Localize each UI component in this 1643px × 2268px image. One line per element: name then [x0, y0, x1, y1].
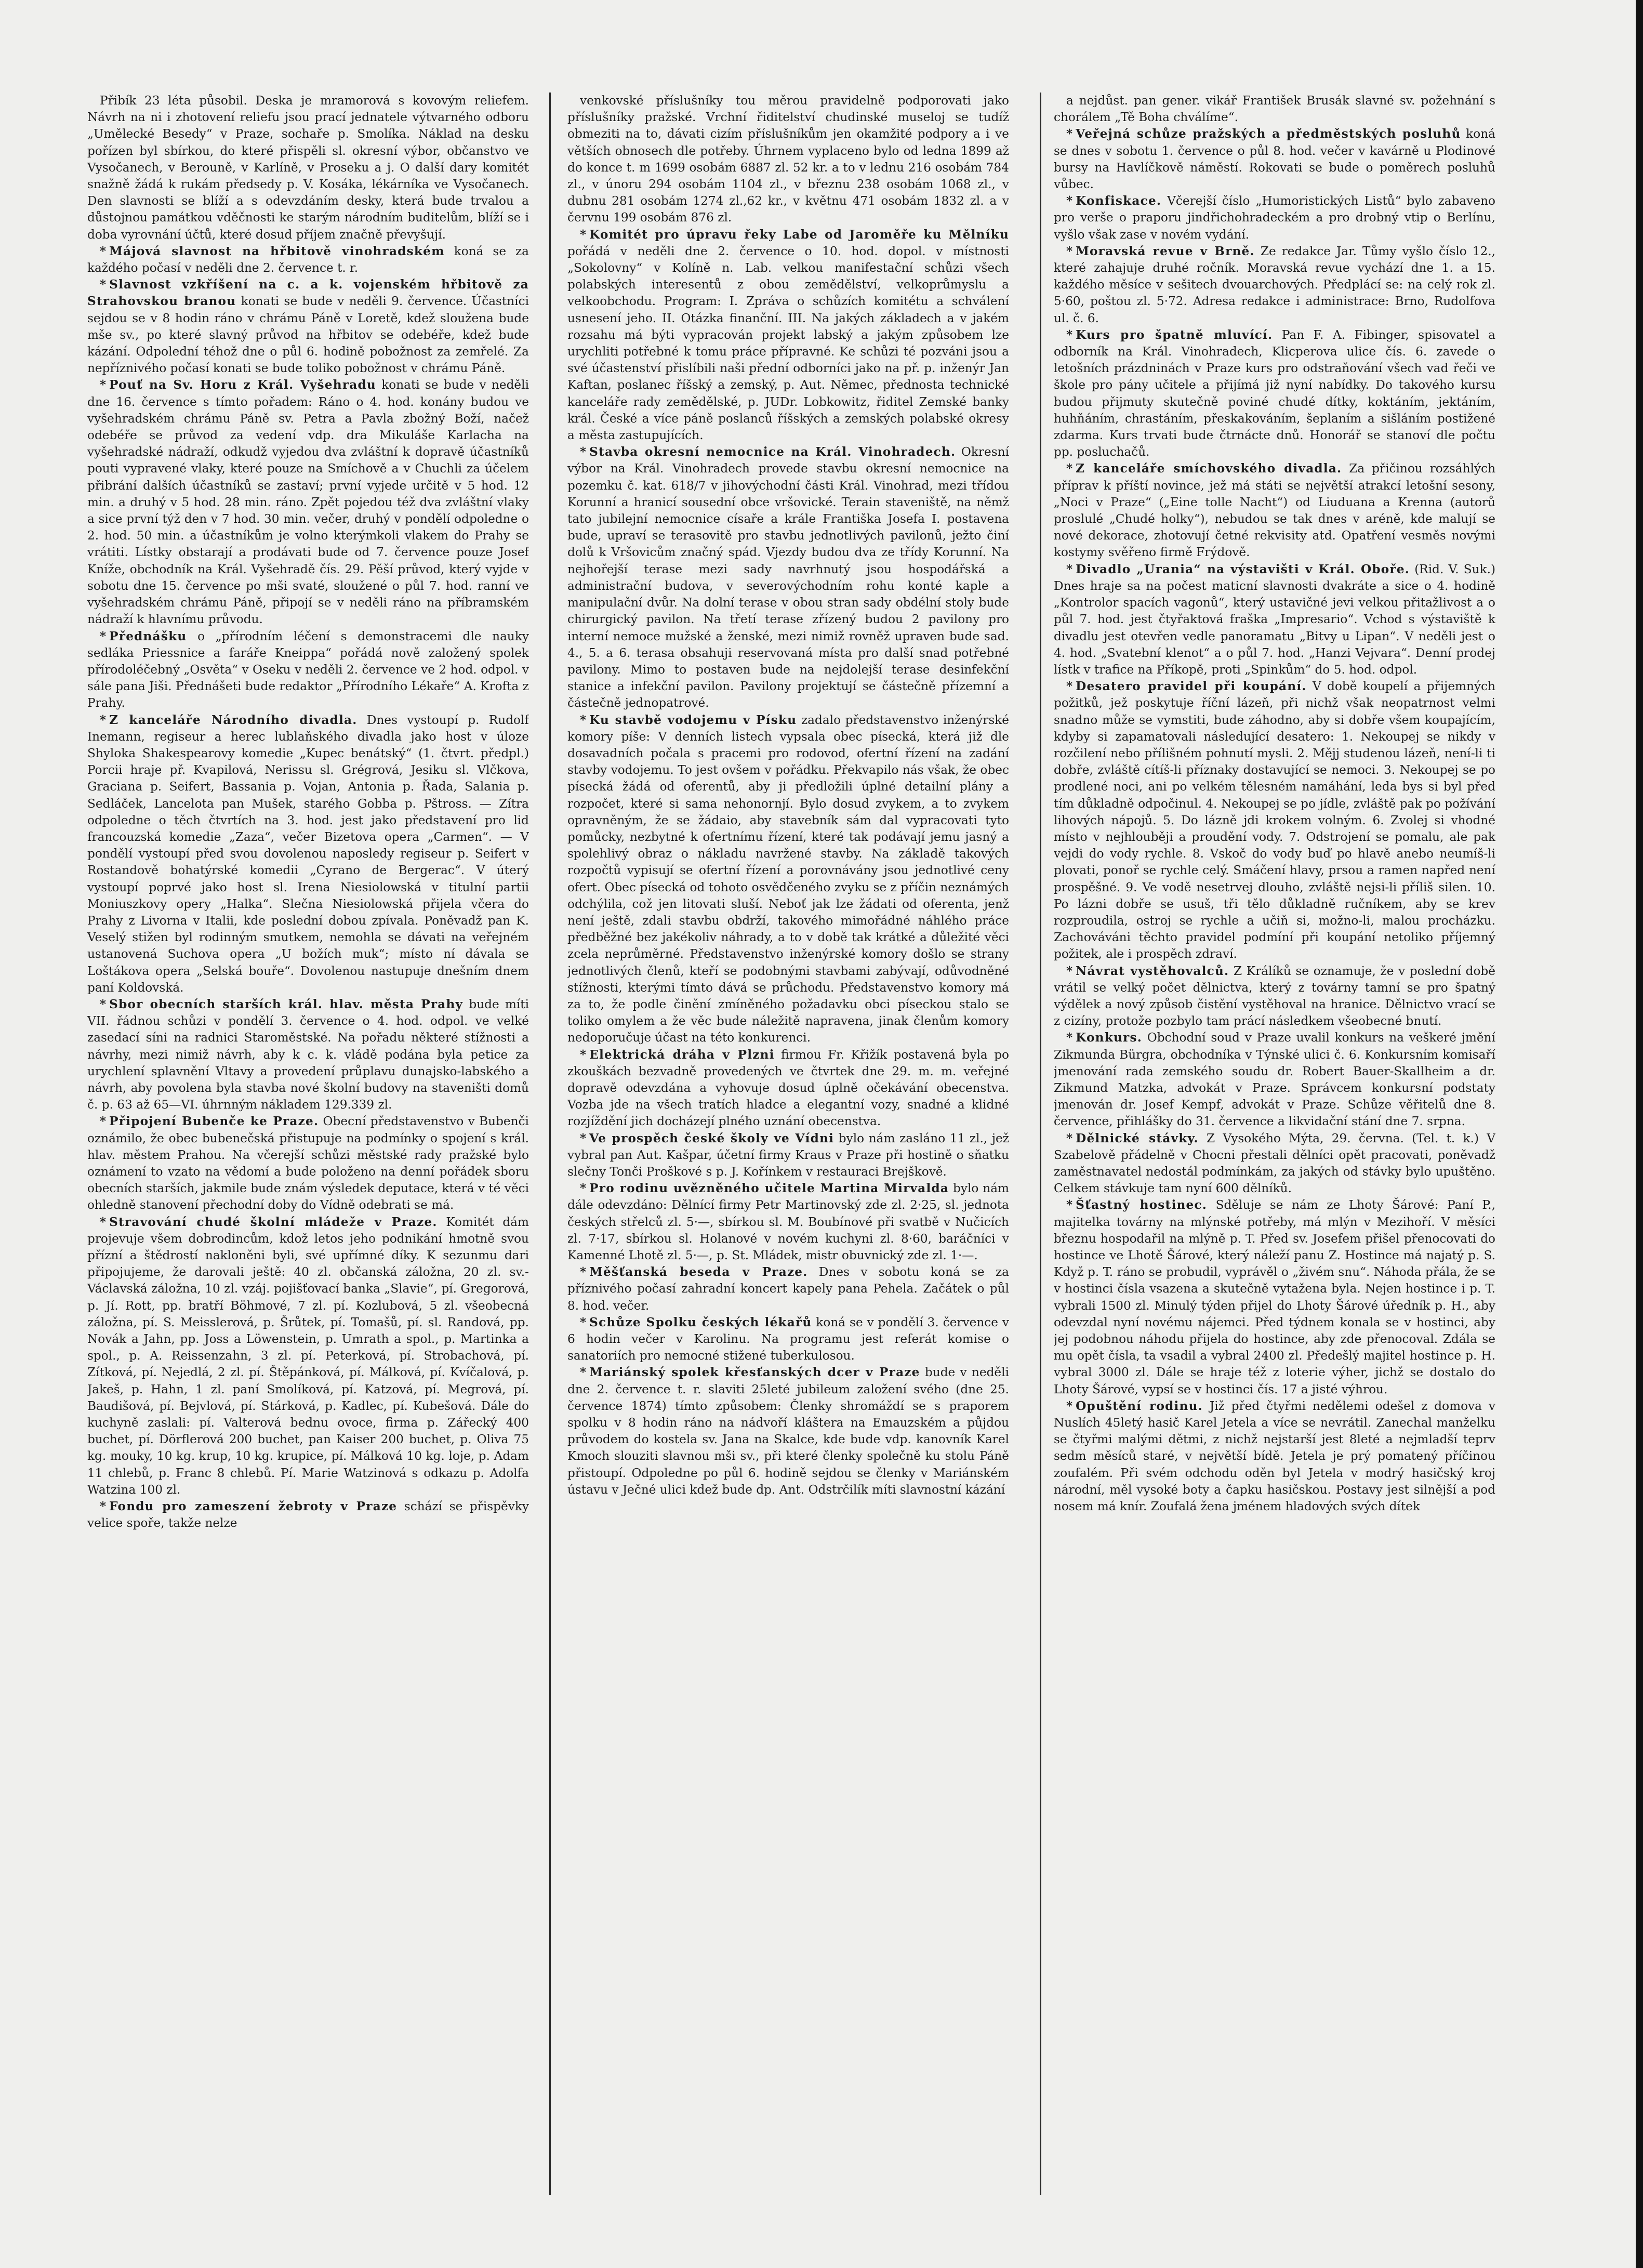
article-text: a nejdůst. pan gener. vikář František Brusák slavné sv. požehnání s chorálem „Tě Boha chválíme“. — [1054, 94, 1495, 125]
bullet-star-icon: * — [580, 227, 587, 242]
article-paragraph — [567, 712, 1009, 1047]
article-text: Pan F. A. Fibinger, spisovatel a odborník na Král. Vinohradech, Klicperova ulice čís. 6. zavede o letošních prázdninách v Praze kurs pro odstraňování všech vad řeči ve škole pro pány učitele a přijímá již nyní nabídky. Do takového kursu budou přijmuty skutečně poviné chudé dítky, koktáním, jektáním, huhňáním, chrastáním, přeskakováním, šeplaním a sišláním postižené zdarma. Kurs trvati bude čtrnácte dnů. Honorář se stanoví dle počtu pp. posluchačů. — [1054, 327, 1495, 459]
article-heading: Stravování chudé školní mládeže v Praze. — [109, 1215, 438, 1229]
article-heading: Přednášku — [109, 629, 187, 643]
article-heading: Veřejná schůze pražských a předměstských posluhů — [1076, 127, 1461, 141]
article-text: koná se za každého počasí v neděli dne 2. července t. r. — [87, 244, 529, 275]
article-text: konati se bude v neděli 9. července. Účastníci sejdou se v 8 hodin ráno v chrámu Páně v Loretě, kdež sloužena bude mše sv., po které slavný průvod na hřbitov se odebéře, kdež bude kázání. Odpolední téhož dne o půl 6. hodině pobožnost za zemřelé. Za nepříznivého počasí konati se bude toliko pobožnost v chrámu Páně. — [87, 294, 529, 376]
column-2 — [567, 93, 1009, 2195]
article-text: koná se v pondělí 3. července v 6 hodin večer v Karolinu. Na programu jest referát komise o sanatoriích pro nemocné stižené tuberkulosou. — [567, 1315, 1009, 1363]
article-text: Obecní představenstvo v Bubenči oznámilo, že obec bubenečská přistupuje na podmínky o spojení s král. hlav. městem Prahou. Na včerejší schůzi městské rady pražské bylo oznámení to vzato na vědomí a bude položeno na denní pořádek sboru obecních starších, jakmile bude znám výsledek deputace, která v té věci ohledně stanovení přechodní doby do Vídně odebrati se má. — [87, 1114, 529, 1212]
article-text: pořádá v neděli dne 2. července o 10. hod. dopol. v místnosti „Sokolovny“ v Kolíně n. Lab. velkou manifestační schůzi všech polabských interesentů z obou zemědělství, velkoprůmyslu a velkoobchodu. Program: I. Zpráva o schůzích komitétu a schválení usnesení jeho. II. Otázka finanční. III. Na jakých základech a v jakém rozsahu má býti vypracován projekt labský a jakým způsobem lze urychliti potřebné k tomu práce přípravné. Ke schůzi té pozváni jsou a své účastenství přislíbili naši přední odborníci jako na př. p. inženýr Jan Kaftan, poslanec říšský a zemský, p. Aut. Němec, přednosta technické kanceláře rady zemědělské, p. JUDr. Lobkowitz, řiditel Zemské banky král. České a více páně poslanců říšských a zemských polabské okresy a města zastupujících. — [567, 244, 1009, 443]
bullet-star-icon: * — [100, 629, 107, 643]
article-heading: Divadlo „Urania“ na výstavišti v Král. Oboře. — [1076, 562, 1410, 576]
article-text: firmou Fr. Křižík postavená byla po zkouškách bezvadně provedených ve čtvrtek dne 29. m. m. veřejné dopravě odevzdána a vyhovuje dosud úplně očekávání obecenstva. Vozba jde na všech tratích hladce a elegantní vozy, snadné a klidné rozjíždění jich docházejí plného uznání obecenstva. — [567, 1047, 1009, 1129]
article-heading: Kurs pro špatně mluvící. — [1076, 327, 1273, 342]
article-text: Včerejší číslo „Humoristických Listů“ bylo zabaveno pro verše o praporu jindřichohradeckém a pro drobný vtip o Berlínu, vyšlo však zase v novém vydání. — [1054, 194, 1495, 242]
article-paragraph — [1054, 561, 1495, 678]
bullet-star-icon: * — [1066, 244, 1073, 258]
bullet-star-icon: * — [1066, 1198, 1073, 1212]
article-text: Již před čtyřmi nedělemi odešel z domova v Nuslích 45letý hasič Karel Jetela a více se nevrátil. Zanechal manželku se čtyřmi malými dětmi, z nichž nejstarší jest 8leté a nejmladší teprv sedm měsíců staré, v největší bídě. Jetela je prý pomatený příčinou zoufalém. Při svém odchodu oděn byl Jetela v modrý hasičský kroj národní, měl vysoké boty a čapku hasičskou. Postavy jest silnější a pod nosem má knír. Zoufalá žena jménem hladových svých dítek — [1054, 1399, 1495, 1514]
bullet-star-icon: * — [1066, 327, 1073, 342]
bullet-star-icon: * — [1066, 1399, 1073, 1413]
bullet-star-icon: * — [1066, 194, 1073, 208]
article-text: zadalo představenstvo inženýrské komory píše: V denních listech vypsala obec písecká, která již dle dosavadních počala s pracemi pro rodovod, ofertní řízení na zadání stavby vodojemu. To jest ovšem v pořádku. Překvapilo nás však, že obec písecká žádá od oferentů, aby ji předložili úplné detailní plány a rozpočet, které si sama nehonornjí. Bylo dosud zvykem, a to zvykem opravněným, že se žádaio, aby stavebník sám dal vypracovati tyto pomůcky, nezbytné k ofertnímu řízení, které tak podávají jemu jasný a spolehlivý obraz o nákladu navržené stavby. Na základě takových rozpočtů vypisují se ofertní řízení a porovnávány jsou jednotlivé ceny ofert. Obec písecká od tohoto osvědčeného zvyku se z příčin neznámých odchýlila, což jen litovati sluší. Neboť jak lze žádati od oferenta, jenž není ještě, zdali stavbu obdrží, takového mimořádné náhlého práce předběžné bez jakékoliv náhrady, a to v době tak krátké a důležité věci zcela neprůměrné. Představenstvo inženýrské komory došlo se strany jednotlivých členů, kteří se podobnými stavbami zabývají, odůvodněné stížnosti, kterými tímto dává se průchodu. Představenstvo komory má za to, že podle činění zmíněného požadavku obci píseckou stalo se toliko omylem a že věc bude náležitě napravena, jinak členům komory nedoporučuje účast na této konkurenci. — [567, 713, 1009, 1045]
article-paragraph — [1054, 327, 1495, 461]
article-text: Komitét dám projevuje všem dobrodincům, kdož letos jeho podnikání hmotně svou přízní a štědrostí nakloněni byli, své upřímné díky. K sezunmu dari připojujeme, že darovali ještě: 40 zl. občanská záložna, 20 zl. sv.-Václavská záložna, 10 zl. vzáj. pojišťovací banka „Slavie“, pí. Gregorová, p. Jí. Rott, pp. bratří Böhmové, 7 zl. pí. Kozlubová, 5 zl. všeobecná záložna, pí. S. Meisslerová, p. Šrůtek, pí. Tomašů, pí. sl. Randová, pp. Novák a Jahn, pp. Joss a Löwenstein, p. Umrath a spol., p. Martinka a spol., p. A. Reissenzahn, 3 zl. pí. Peterková, pí. Strobachová, pí. Zítková, pí. Nejedlá, 2 zl. pí. Štěpánková, pí. Málková, pí. Kvíčalová, p. Jakeš, p. Hahn, 1 zl. paní Smolíková, pí. Katzová, pí. Megrová, pí. Baudišová, pí. Bejvlová, pí. Stárková, p. Kadlec, pí. Kubešová. Dále do kuchyně zaslali: pí. Valterová bednu ovoce, firma p. Zářecký 400 buchet, pí. Dörflerová 200 buchet, pan Kaiser 200 buchet, p. Oliva 75 kg. mouky, 10 kg. krup, 10 kg. krupice, pí. Málková 10 kg. loje, p. Adam 11 chlebů, p. Franc 8 chlebů. Pí. Marie Watzinová s odkazu p. Adolfa Watzina 100 zl. — [87, 1215, 529, 1497]
bullet-star-icon: * — [100, 244, 107, 258]
article-paragraph — [87, 1113, 529, 1214]
article-paragraph — [567, 1130, 1009, 1181]
article-heading: Ve prospěch české školy ve Vídni — [589, 1131, 834, 1145]
article-text: V době koupelí a přijemných požitků, jež poskytuje říční lázeň, při nichž však neopatrnost velmi snadno může se vymstiti, bude záhodno, aby si dobře všem koupajícím, kdyby si zapamatovali následující desatero: 1. Nekoupej se nikdy v rozčilení nebo přílišném pohnutí mysli. 2. Mějj studenou lázeň, není-li ti dobře, zvláště cítíš-li příznaky dostavující se nemoci. 3. Nekoupej se po prodlené noci, ani po velkém tělesném namáhání, leda bys si byl před tím důkladně odpočinul. 4. Nekoupej se po jídle, zvláště pak po požívání lihových nápojů. 5. Do lázně jdi krokem volným. 6. Zvolej si vhodné místo v nejhlouběji a proudění vody. 7. Odstrojení se pomalu, ale pak vejdi do vody rychle. 8. Vskoč do vody buď po hlavě anebo neumíš-li plovati, ponoř se rychle celý. Smáčení hlavy, prsou a ramen napřed není prospěšné. 9. Ve vodě nesetrvej dlouho, zvláště nejsi-li příliš silen. 10. Po lázni dobře se usuš, tři tělo důkladně ručníkem, aby se krev rozproudila, ostroj se rychle a učiň si, možno-li, malou procházku. Zachováváni těchto pravidel podmíní při koupání netoliko příjemný požitek, ale i prospěch zdraví. — [1054, 679, 1495, 961]
bullet-star-icon: * — [100, 1114, 107, 1129]
article-paragraph — [567, 93, 1009, 227]
article-paragraph — [1054, 1398, 1495, 1515]
bullet-star-icon: * — [580, 1315, 587, 1329]
article-paragraph — [1054, 678, 1495, 962]
article-text: o „přírodním léčení s demonstracemi dle nauky sedláka Priessnice a faráře Kneippa“ pořádá nově založený spolek přírodoléčebný „Osvěta“ v Oseku v neděli 2. července ve 2 hod. odpol. v sále pana Jiši. Přednášeti bude redaktor „Přírodního Lékaře“ A. Krofta z Prahy. — [87, 629, 529, 710]
article-text: Z Králíků se oznamuje, že v poslední době vrátil se velký počet dělnictva, který z továrny tamní se pro špatný výdělek a nový způsob čistění vystěhoval na hranice. Dělnictvo vrací se z cizíny, protože pozbylo tam prácí následkem všeobecné bnutí. — [1054, 964, 1495, 1028]
article-paragraph — [87, 628, 529, 712]
bullet-star-icon: * — [1066, 964, 1073, 978]
article-paragraph — [87, 243, 529, 276]
bullet-star-icon: * — [580, 713, 587, 727]
article-paragraph — [1054, 93, 1495, 126]
article-paragraph — [567, 1314, 1009, 1365]
bullet-star-icon: * — [580, 1365, 587, 1380]
article-paragraph — [87, 1498, 529, 1532]
article-paragraph — [567, 444, 1009, 711]
article-paragraph — [87, 996, 529, 1113]
article-heading: Pouť na Sv. Horu z Král. Vyšehradu — [109, 378, 376, 392]
article-paragraph — [1054, 1197, 1495, 1397]
bullet-star-icon: * — [580, 1265, 587, 1280]
article-heading: Schůze Spolku českých lékařů — [589, 1315, 812, 1329]
article-paragraph — [87, 93, 529, 243]
article-heading: Šťastný hostinec. — [1076, 1198, 1208, 1212]
article-text: Sděluje se nám ze Lhoty Šárové: Paní P., majitelka továrny na mlýnské potřeby, má mlýn v Mezihoří. V měsíci březnu hospodařil na mlýně p. T. Před sv. Josefem přišel přenocovati do hostince ve Lhotě Šárové, který náleží panu Z. Hostince má najatý p. S. Když p. T. ráno se probudil, vyprávěl o „živém snu“. Náhoda přála, že se v hostinci čísla vsazena a skutečně vytažena byla. Nejen hostince i p. T. vybrali 1500 zl. Minulý týden přijel do Lhoty Šárové úředník p. H., aby odevzdal nyní novému nájemci. Před týdnem konala se v hostinci, aby jej podobnou náhodu přijela do hostince, aby zde přenocoval. Zdála se mu opět čísla, ta vsadil a vybral 2400 zl. Předešlý majitel hostince p. H. vybral 3000 zl. Dále se hraje též z loterie výher, jichž se dostalo do Lhoty Šárové, vypsí se v hostinci čís. 17 a jisté výhrou. — [1054, 1198, 1495, 1396]
bullet-star-icon: * — [1066, 127, 1073, 141]
article-paragraph — [567, 1364, 1009, 1498]
article-heading: Opuštění rodinu. — [1076, 1399, 1203, 1413]
article-paragraph — [567, 227, 1009, 444]
article-heading: Elektrická dráha v Plzni — [589, 1047, 775, 1062]
bullet-star-icon: * — [100, 1499, 107, 1514]
article-heading: Z kanceláře smíchovského divadla. — [1076, 461, 1342, 476]
bullet-star-icon: * — [100, 278, 107, 292]
bullet-star-icon: * — [1066, 461, 1073, 476]
article-heading: Konfiskace. — [1076, 194, 1162, 208]
article-paragraph — [87, 377, 529, 628]
article-text: Obchodní soud v Praze uvalil konkurs na veškeré jmění Zikmunda Bürgra, obchodníka v Týnské ulici č. 6. Konkursním komisaří jmenování rada zemského soudu dr. Robert Bauer-Skallheim a dr. Zikmund Matzka, advokát v Praze. Správcem konkursní podstaty jmenován dr. Josef Kempf, advokát v Praze. Schůze věřitelů dne 8. července, přihlášky do 31. července a likvidační stání dne 7. srpna. — [1054, 1031, 1495, 1129]
article-paragraph — [1054, 243, 1495, 327]
article-heading: Připojení Bubenče ke Praze. — [109, 1114, 319, 1129]
article-text: bylo nám dále odevzdáno: Dělnící firmy Petr Martinovský zde zl. 2·25, sl. jednota českých střelců zl. 5·—, sbírkou sl. M. Boubínové při svatbě v Nučicích zl. 7·17, sbírkou sl. Holanové v novém kuchyni zl. 8·60, baráčníci v Kamenné Lhotě zl. 5·—, p. St. Mládek, mistr obuvnický zde zl. 1·—. — [567, 1181, 1009, 1263]
article-paragraph — [1054, 1030, 1495, 1130]
article-paragraph — [1054, 460, 1495, 561]
article-text: Okresní výbor na Král. Vinohradech provede stavbu okresní nemocnice na pozemku č. kat. 618/7 v jihovýchodní části Král. Vinohrad, mezi třídou Korunní a hranicí sousední obce vršovické. Terain staveniště, na němž tato jubilejní nemocnice císaře a krále Františka Josefa I. postavena bude, upraví se terasovitě pro stavbu jednotlivých pavilonů, ježto činí dolů k Vršovicům značný spád. Vjezdy budou dva ze třídy Korunní. Na nejhořejší terase mezi sady navrhnutý jsou hospodářská a administrační budova, v severovýchodním rohu konté kaple a manipulační dvůr. Na dolní terase v obou stran sady obdélní stoly bude chirurgický pavilon. Na třetí terase zřízený budou 2 pavilony pro interní nemoce mužské a ženské, mezi nimiž rovněž upraven bude sad. 4., 5. a 6. terasa obsahuji reservovaná místa pro další snad potřebné pavilony. Mimo to postaven bude na nejdolejší terase desinfekční stanice a infekční pavilon. Pavilony projektují se částečně přízemní a částečně jednopatrové. — [567, 445, 1009, 710]
article-heading: Konkurs. — [1076, 1031, 1142, 1045]
bullet-star-icon: * — [580, 1181, 587, 1196]
column-1 — [87, 93, 529, 2195]
article-text: Dnes v sobotu koná se za příznivého počasí zahradní koncert kapely pana Pehela. Začátek o půl 8. hod. večer. — [567, 1265, 1009, 1313]
article-text: Za přičinou rozsáhlých příprav k příští novince, jež má státi se největší atrakcí letošní sesony, „Noci v Praze“ („Eine tolle Nacht“) od Liuduana a Krenna (autorů proslulé „Chudé holky“), nebudou se tak dnes v aréně, kde malují se nové dekorace, zhotovují četné rekvisity atd. Opatření vesměs novými kostymy svěřeno firmě Frýdově. — [1054, 461, 1495, 560]
bullet-star-icon: * — [100, 997, 107, 1011]
article-text: konati se bude v neděli dne 16. července s tímto pořadem: Ráno o 4. hod. konány budou ve vyšehradském chrámu Páně sv. Petra a Pavla zbožný Boží, načež odebéře se průvod za vedení vdp. dra Mikuláše Karlacha na vyšehradské nádraží, odkudž vyjedou dva zvláštní k dopravě účastníků pouti vypravené vlaky, které pouze na Smíchově a v Chuchli za účelem přibrání dalších účastníků se zastaví; první vyjede určitě v 5 hod. 12 min. a druhý v 5 hod. 28 min. ráno. Zpět pojedou též dva zvláštní vlaky a sice první týž den v 7 hod. 30 min. večer, druhý v pondělí odpoledne o 2. hod. 50 min. a účastníkům je volno kterýmkoli vlakem do Prahy se vrátiti. Lístky obstarají a prodávati bude od 7. července pouze Josef Kníže, obchodník na Král. Vyšehradě čís. 29. Pěší průvod, který vyjde v sobotu dne 15. července po mši svaté, sloužené o půl 7. hod. ranní ve vyšehradském chrámu Páně, připojí se v neděli ráno na příbramském nádraží k hlavnímu průvodu. — [87, 378, 529, 627]
article-text: schází se přispěvky velice spoře, takže nelze — [87, 1499, 529, 1531]
article-heading: Z kanceláře Národního divadla. — [109, 713, 357, 727]
column-divider — [549, 93, 551, 2195]
article-text: Přibík 23 léta působil. Deska je mramorová s kovovým reliefem. Návrh na ni i zhotovení reliefu jsou prací jednatele výtvarného odboru „Umělecké Besedy“ v Praze, sochaře p. Smolíka. Náklad na desku pořízen byl sbírkou, do které přispěli sl. okresní výbor, občanstvo ve Vysočanech, v Berouně, v Karlíně, v Proseku a j. O další dary komitét snažně žádá k rukám předsedy p. V. Kosáka, lékárníka ve Vysočanech. Den slavnosti se blíží a s odevzdáním desky, která bude trvalou a důstojnou památkou vděčnosti ke starým národním buditelům, blíží se i doba vyrovnání účtů, které dosud příjem značně převyšují. — [87, 94, 529, 242]
bullet-star-icon: * — [1066, 1031, 1073, 1045]
article-paragraph — [1054, 126, 1495, 193]
article-heading: Slavnost vzkříšení na c. a k. vojenském hřbitově za Strahovskou branou — [87, 278, 529, 309]
article-text: bude míti VII. řádnou schůzi v pondělí 3. července o 4. hod. odpol. ve velké zasedací síni na radnici Staroměstské. Na pořadu některé stížnosti a návrhy, mezi nimiž návrh, aby k c. k. vládě podána byla petice za urychlení splavnění Vltavy a provedení průplavu dunajsko-labského a návrh, aby povolena byla stavba nové školní budovy na staveništi domů č. p. 63 až 65—VI. úhrnným nákladem 129.339 zl. — [87, 997, 529, 1112]
bullet-star-icon: * — [1066, 1131, 1073, 1145]
article-heading: Komitét pro úpravu řeky Labe od Jaroměře ku Mělníku — [589, 227, 1009, 242]
bullet-star-icon: * — [580, 445, 587, 459]
article-heading: Májová slavnost na hřbitově vinohradském — [109, 244, 445, 258]
article-heading: Moravská revue v Brně. — [1076, 244, 1255, 258]
article-text: (Rid. V. Suk.) Dnes hraje sa na počest maticní slavnosti dvakráte a sice o 4. hodině „Kontrolor spacích vagonů“, který ustavičné jevi velkou přitažlivost a o půl 7. hod. jest čtyřaktová fraška „Impresario“. Vchod s výstaviště k divadlu jest otevřen vedle panoramatu „Bitvy u Lipan“. V neděli jest o 4. hod. „Svatební klenot“ a o půl 7. hod. „Hanzi Vejvara“. Denní prodej lístk v trafice na Příkopě, proti „Spinkům“ do 5. hod. odpol. — [1054, 562, 1495, 677]
column-3 — [1054, 93, 1495, 2195]
article-text: bylo nám zasláno 11 zl., jež vybral pan Aut. Kašpar, účetní firmy Kraus v Praze při hostině o sňatku slečny Tonči Proškové s p. J. Kořínkem v restauraci Brejškově. — [567, 1131, 1009, 1179]
article-paragraph — [1054, 963, 1495, 1030]
article-heading: Pro rodinu uvězněného učitele Martina Mirvalda — [589, 1181, 949, 1196]
article-heading: Sbor obecních starších král. hlav. města Prahy — [109, 997, 463, 1011]
article-text: Ze redakce Jar. Tůmy vyšlo číslo 12., které zahajuje druhé ročník. Moravská revue vychází dne 1. a 15. každého měsíce v sešitech dvouarchových. Předplácí se: na celý rok zl. 5·60, poštou zl. 5·72. Adresa redakce i administrace: Brno, Rudolfova ul. č. 6. — [1054, 244, 1495, 325]
article-text: bude v neděli dne 2. července t. r. slaviti 25leté jubileum založení svého (dne 25. července 1874) tímto způsobem: Členky shromáždí se s praporem spolku v 8 hodin ráno na nádvoří kláštera na Emauzském a půjdou průvodem do kostela sv. Jana na Skalce, kde bude vdp. kanovník Karel Kmoch slouziti slavnou mši sv., při které členky společně ku stolu Páně přistoupí. Odpoledne po půl 6. hodině sejdou se členky v Mariánském ústavu v Ječné ulici kdež bude dp. Ant. Odstrčilík míti slavnostní kázání — [567, 1365, 1009, 1497]
article-text: koná se dnes v sobotu 1. července o půl 8. hod. večer v kavárně u Plodinové bursy na Havlíčkově náměstí. Rokovati se bude o poměrech posluhů vůbec. — [1054, 127, 1495, 192]
article-heading: Stavba okresní nemocnice na Král. Vinohradech. — [589, 445, 956, 459]
article-heading: Měšťanská beseda v Praze. — [589, 1265, 808, 1280]
article-heading: Desatero pravidel při koupání. — [1076, 679, 1307, 694]
bullet-star-icon: * — [100, 378, 107, 392]
article-text: venkovské příslušníky tou měrou pravidelně podporovati jako příslušníky pražské. Vrchní řiditelství chudinské museloj se tudíž obmeziti na to, dávati cizím příslušníkům jen okamžité podpory a i ve větších obnosech dle potřeby. Úhrnem vyplaceno bylo od ledna 1899 až do konce t. m 1699 osobám 6887 zl. 52 kr. a to v lednu 216 osobám 784 zl., v únoru 294 osobám 1104 zl., v březnu 238 osobám 1068 zl., v dubnu 281 osobám 1274 zl.,62 kr., v květnu 471 osobám 1832 zl. a v červnu 199 osobám 876 zl. — [567, 94, 1009, 225]
article-paragraph — [87, 276, 529, 377]
bullet-star-icon: * — [100, 1215, 107, 1229]
article-text: Dnes vystoupí p. Rudolf Inemann, regiseur a herec lublaňského divadla jako host v úloze Shyloka Shakespearovy komedie „Kupec benátský“ (1. čtvrt. předpl.) Porcii hraje př. Kvapilová, Nerissu sl. Grégrová, Jesiku sl. Vlčkova, Graciana p. Seifert, Bassania p. Vojan, Antonia p. Řada, Salania p. Sedláček, Lancelota pan Mušek, starého Gobba p. Pštross. — Zítra odpoledne o těch čtvrtích na 3. hod. jest jako představení pro lid francouzská komedie „Zaza“, večer Bizetova opera „Carmen“. — V pondělí vystoupí před svou dovolenou naposledy regiseur p. Seifert v Rostandově bohatýrské komedii „Cyrano de Bergerac“. V úterý vystoupí poprvé jako host sl. Irena Niesiolowská v titulní partii Moniuszkovy opery „Halka“. Slečna Niesiolowská přijela včera do Prahy z Livorna v Italii, kde poslední dobou zpívala. Poněvadž pan K. Veselý stižen byl rodinným smutkem, nemohla se dávati na veřejném ustanovená Suchova opera „U božích muk“; místo ní dávala se Loštákova opera „Selská bouře“. Dovolenou nastupuje dnešním dnem paní Koldovská. — [87, 713, 529, 995]
article-paragraph — [567, 1047, 1009, 1130]
article-paragraph — [1054, 1130, 1495, 1197]
bullet-star-icon: * — [100, 713, 107, 727]
column-divider — [1040, 93, 1041, 2195]
bullet-star-icon: * — [1066, 679, 1073, 694]
bullet-star-icon: * — [580, 1047, 587, 1062]
article-paragraph — [1054, 193, 1495, 243]
article-heading: Ku stavbě vodojemu v Písku — [589, 713, 797, 727]
bullet-star-icon: * — [580, 1131, 587, 1145]
article-paragraph — [87, 712, 529, 996]
article-heading: Mariánský spolek křesťanských dcer v Praze — [589, 1365, 920, 1380]
article-paragraph — [87, 1214, 529, 1498]
article-heading: Dělnické stávky. — [1076, 1131, 1199, 1145]
article-text: Z Vysokého Mýta, 29. června. (Tel. t. k.) V Szabelově přádelně v Chocni přestali dělníci opět pracovati, poněvadž zaměstnavatel nedostál podmínkám, za jakých od stávky bylo upuštěno. Celkem stávkuje tam nyní 600 dělníků. — [1054, 1131, 1495, 1196]
article-paragraph — [567, 1180, 1009, 1264]
article-paragraph — [567, 1264, 1009, 1314]
article-heading: Návrat vystěhovalců. — [1076, 964, 1229, 978]
page-edge — [1636, 0, 1643, 2268]
article-heading: Fondu pro zameszení žebroty v Praze — [109, 1499, 398, 1514]
bullet-star-icon: * — [1066, 562, 1073, 576]
